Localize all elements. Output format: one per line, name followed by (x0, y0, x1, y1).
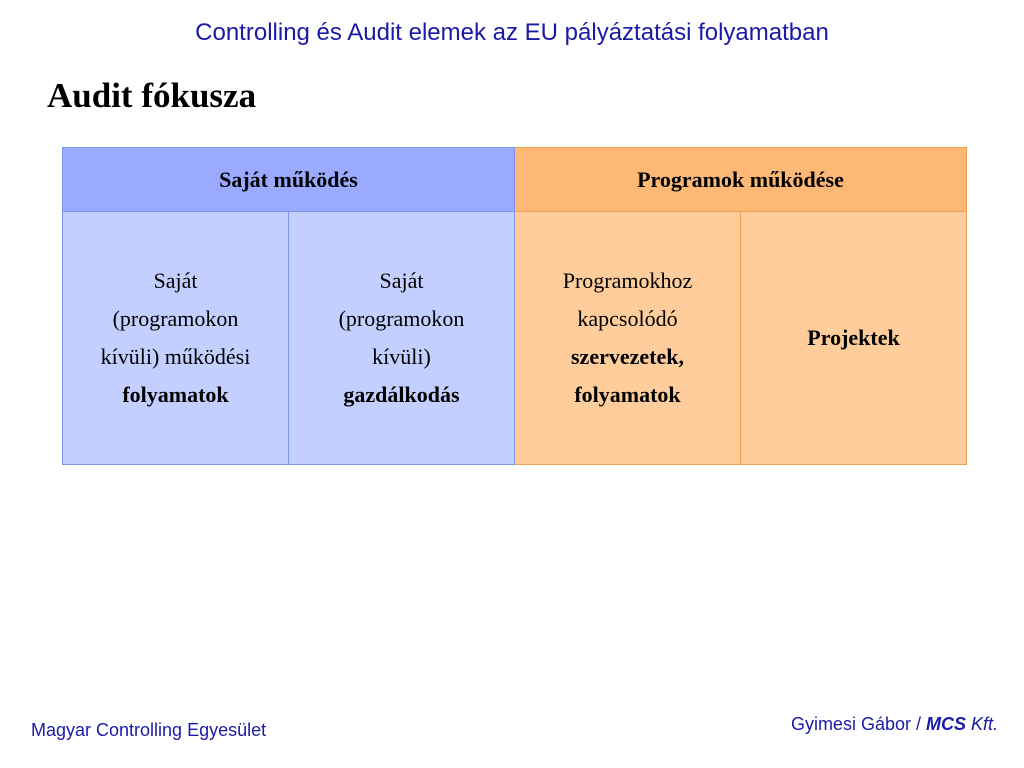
footer-author-name: Gyimesi Gábor / (790, 714, 926, 734)
cell-text-line: Saját (379, 268, 424, 293)
header-program-operation: Programok működése (515, 148, 967, 212)
slide-title: Audit fókusza (47, 76, 257, 115)
cell-text-line: kívüli) működési (100, 344, 251, 369)
cell-bold-text: szervezetek, (571, 344, 684, 369)
presentation-title: Controlling és Audit elemek az EU pályáztatási folyamatban (195, 19, 829, 46)
cell-bold-text: Projektek (807, 325, 900, 350)
header-own-operation: Saját működés (63, 148, 515, 212)
cell-bold-text: folyamatok (574, 382, 681, 407)
cell-own-management (289, 212, 515, 465)
cell-text-line: (programokon (112, 306, 239, 331)
table-body-row (63, 212, 967, 465)
cell-own-processes (63, 212, 289, 465)
cell-text-line: (programokon (338, 306, 465, 331)
cell-text-line: kapcsolódó (577, 306, 678, 331)
cell-projects (741, 212, 967, 465)
footer-company-suffix: Kft. (965, 714, 998, 734)
footer-author (791, 714, 998, 735)
footer-organization: Magyar Controlling Egyesület (31, 720, 267, 740)
cell-text-line: kívüli) (372, 344, 431, 369)
cell-bold-text: gazdálkodás (343, 382, 460, 407)
cell-program-organizations (515, 212, 741, 465)
cell-text-line: Programokhoz (562, 268, 693, 293)
cell-text-line: Saját (153, 268, 198, 293)
cell-bold-text: folyamatok (122, 382, 229, 407)
audit-focus-table (62, 147, 967, 465)
footer-company-name: MCS (925, 714, 966, 734)
table-header-row (63, 148, 967, 212)
